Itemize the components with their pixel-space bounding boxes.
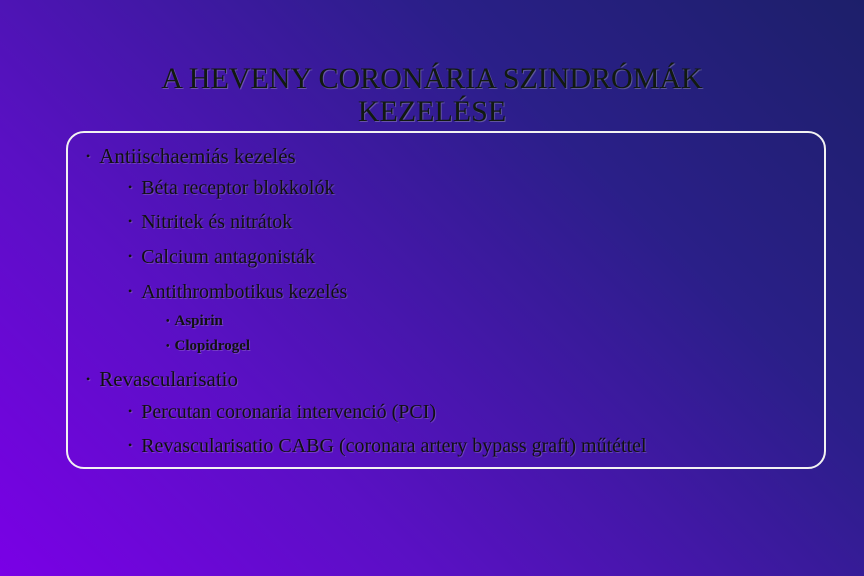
bullet-icon: • <box>128 214 133 228</box>
bullet-icon: • <box>128 284 133 298</box>
bullet-text: Revascularisatio <box>99 367 238 391</box>
bullet-item-cabg <box>128 435 647 458</box>
bullet-icon: • <box>166 316 170 327</box>
bullet-item-revascularisatio <box>86 367 238 392</box>
bullet-item-calcium-antagonists <box>128 246 315 269</box>
bullet-item-antithrombotic <box>128 281 347 304</box>
bullet-text: Aspirin <box>174 313 223 329</box>
slide-title <box>0 62 864 128</box>
bullet-text: Revascularisatio CABG (coronara artery bypass graft) műtéttel <box>141 435 647 457</box>
bullet-item-beta-blockers <box>128 177 334 200</box>
bullet-icon: • <box>86 149 91 163</box>
bullet-icon: • <box>128 180 133 194</box>
bullet-icon: • <box>86 372 91 386</box>
bullet-text: Antithrombotikus kezelés <box>141 281 348 303</box>
bullet-item-clopidrogel <box>166 338 250 355</box>
bullet-text: Antiischaemiás kezelés <box>99 144 296 168</box>
bullet-text: Clopidrogel <box>174 338 251 354</box>
bullet-icon: • <box>128 249 133 263</box>
bullet-item-nitrates <box>128 211 292 234</box>
bullet-text: Béta receptor blokkolók <box>141 177 335 199</box>
bullet-icon: • <box>166 341 170 352</box>
bullet-text: Nitritek és nitrátok <box>141 211 293 233</box>
bullet-item-antiischaemic <box>86 144 296 169</box>
bullet-item-aspirin <box>166 313 223 330</box>
bullet-item-pci <box>128 401 436 424</box>
bullet-icon: • <box>128 404 133 418</box>
bullet-text: Percutan coronaria intervenció (PCI) <box>141 401 437 423</box>
bullet-text: Calcium antagonisták <box>141 246 316 268</box>
slide-title-line-1: A HEVENY CORONÁRIA SZINDRÓMÁK <box>161 62 703 95</box>
slide-title-line-2: KEZELÉSE <box>357 95 507 128</box>
bullet-icon: • <box>128 438 133 452</box>
